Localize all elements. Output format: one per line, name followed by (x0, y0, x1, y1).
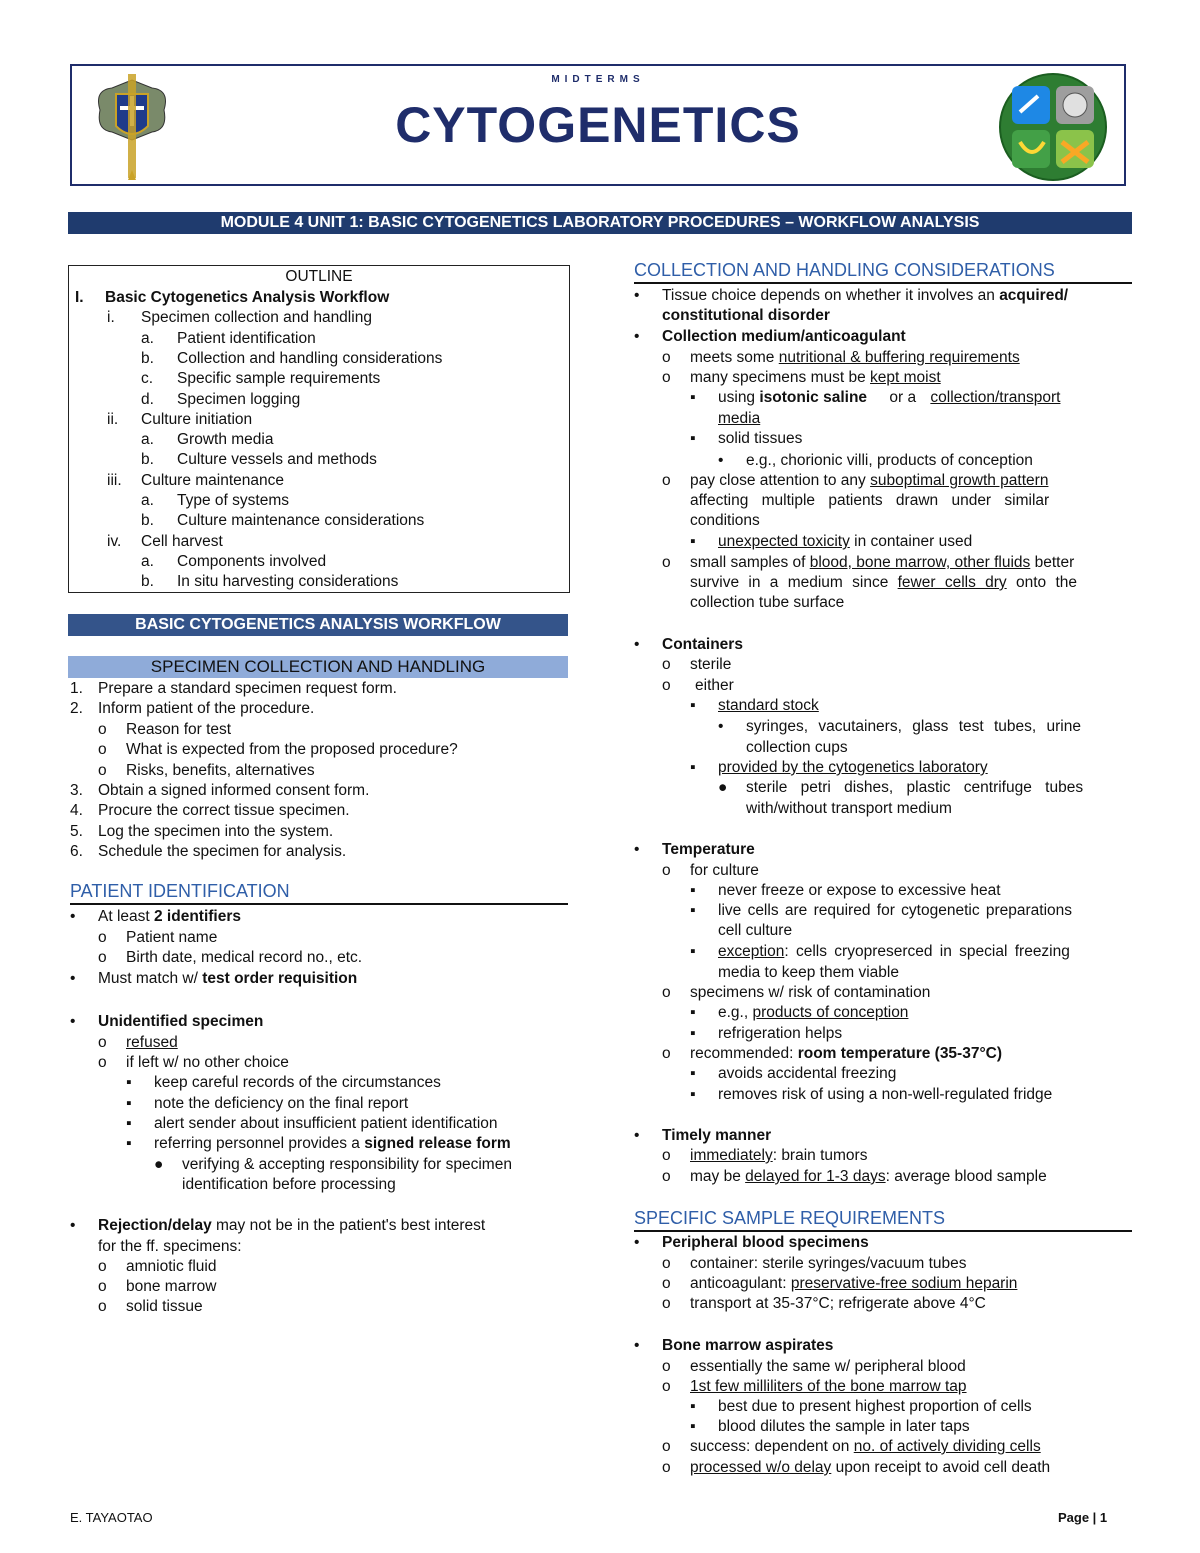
list-item: • e.g., chorionic villi, products of conception (718, 452, 1033, 469)
workflow-step-marker: 1. (70, 680, 83, 697)
workflow-step-label: Reason for test (126, 721, 232, 738)
workflow-step-label: What is expected from the proposed procedure? (126, 741, 458, 758)
footer-author: E. TAYAOTAO (70, 1510, 153, 1525)
list-item: ▪ note the deficiency on the final report (126, 1095, 409, 1112)
list-item: o 1st few milliliters of the bone marrow tap (662, 1378, 967, 1395)
outline-item-label: Type of systems (177, 492, 289, 509)
module-title-bar: MODULE 4 UNIT 1: BASIC CYTOGENETICS LABORATORY PROCEDURES – WORKFLOW ANALYSIS (68, 212, 1132, 234)
list-item: ▪ provided by the cytogenetics laboratory (690, 759, 988, 776)
outline-box (68, 265, 570, 593)
list-item: o essentially the same w/ peripheral blood (662, 1358, 966, 1375)
collection-handling-heading: COLLECTION AND HANDLING CONSIDERATIONS (634, 258, 1132, 284)
outline-item-label: Specimen collection and handling (141, 309, 372, 327)
list-item: o success: dependent on no. of actively dividing cells (662, 1438, 1041, 1455)
list-item-continuation: cell culture (718, 922, 793, 939)
workflow-step (98, 761, 315, 781)
list-item: ▪ refrigeration helps (690, 1025, 843, 1042)
list-item: • At least 2 identifiers (70, 908, 241, 925)
list-item: • Must match w/ test order requisition (70, 970, 358, 987)
outline-item-label: Culture maintenance considerations (177, 512, 425, 530)
list-item: o either (662, 677, 734, 694)
outline-item-label: Specific sample requirements (177, 370, 381, 388)
outline-item-marker: b. (141, 451, 154, 469)
list-item: ▪ keep careful records of the circumstances (126, 1074, 441, 1091)
list-item: ▪ best due to present highest proportion of cells (690, 1398, 1032, 1415)
list-item: o amniotic fluid (98, 1258, 217, 1275)
list-item: ▪ standard stock (690, 697, 819, 714)
list-item: o anticoagulant: preservative-free sodium heparin (662, 1275, 1018, 1292)
specimen-section-bar: SPECIMEN COLLECTION AND HANDLING (68, 656, 568, 678)
list-item: o recommended: room temperature (35-37°C) (662, 1045, 1003, 1062)
workflow-step-label: Risks, benefits, alternatives (126, 762, 315, 779)
workflow-step (70, 842, 346, 862)
outline-item-label: Growth media (177, 431, 274, 449)
outline-heading: OUTLINE (285, 268, 353, 285)
outline-item-label: Components involved (177, 552, 327, 570)
outline-item-label: Specimen logging (177, 390, 301, 408)
list-item: ▪ avoids accidental freezing (690, 1065, 897, 1082)
list-item-continuation: constitutional disorder (662, 307, 830, 324)
header-box (70, 64, 1126, 186)
list-item: o solid tissue (98, 1298, 203, 1315)
list-item: • Containers (634, 636, 743, 653)
workflow-section-bar: BASIC CYTOGENETICS ANALYSIS WORKFLOW (68, 614, 568, 636)
outline-item-marker: b. (141, 512, 154, 530)
list-item-continuation: affecting multiple patients drawn under similar (690, 492, 1050, 509)
list-item: o transport at 35-37°C; refrigerate above 4°C (662, 1295, 986, 1312)
outline-item-marker: a. (141, 552, 154, 570)
list-item: ▪ live cells are required for cytogenetic preparations (690, 902, 1073, 919)
list-item: o if left w/ no other choice (98, 1054, 289, 1071)
list-item: ▪ referring personnel provides a signed release form (126, 1135, 511, 1152)
list-item-continuation: conditions (690, 512, 760, 529)
list-item: • Collection medium/anticoagulant (634, 328, 906, 345)
outline-item-marker: a. (141, 492, 154, 509)
workflow-step-marker: 5. (70, 823, 83, 840)
outline-item-label: Culture initiation (141, 410, 253, 428)
workflow-step-marker: 2. (70, 700, 83, 717)
list-item: o specimens w/ risk of contamination (662, 984, 931, 1001)
list-item: ▪ using isotonic saline or a collection/transport (690, 389, 1061, 406)
list-item: • syringes, vacutainers, glass test tubes, urine (718, 718, 1081, 735)
list-item: • Unidentified specimen (70, 1013, 264, 1030)
specific-sample-heading: SPECIFIC SAMPLE REQUIREMENTS (634, 1206, 1132, 1232)
list-item: o processed w/o delay upon receipt to avoid cell death (662, 1459, 1051, 1476)
outline-item-marker: a. (141, 329, 154, 347)
page-title: CYTOGENETICS (395, 97, 801, 153)
workflow-step-marker: o (98, 762, 107, 779)
outline-item-marker: I. (75, 289, 84, 306)
list-item: o small samples of blood, bone marrow, other fluids better (662, 554, 1075, 571)
workflow-step (70, 679, 397, 699)
list-item: o pay close attention to any suboptimal growth pattern (662, 472, 1049, 489)
outline-item-label: Basic Cytogenetics Analysis Workflow (105, 289, 390, 306)
workflow-step (70, 822, 333, 842)
workflow-step-marker: 6. (70, 843, 83, 860)
outline-item-marker: b. (141, 349, 154, 367)
list-item: o sterile (662, 656, 732, 673)
outline-item-marker: iv. (107, 532, 122, 550)
outline-item-marker: d. (141, 390, 154, 408)
list-item: o immediately: brain tumors (662, 1147, 868, 1164)
list-item: o refused (98, 1034, 178, 1051)
list-item: o Birth date, medical record no., etc. (98, 949, 363, 966)
workflow-step (70, 801, 350, 821)
list-item: o container: sterile syringes/vacuum tubes (662, 1255, 967, 1272)
workflow-step-marker: o (98, 741, 107, 758)
list-item: ▪ blood dilutes the sample in later taps (690, 1418, 970, 1435)
workflow-step-label: Procure the correct tissue specimen. (98, 802, 350, 819)
list-item: o bone marrow (98, 1278, 217, 1295)
list-item: ▪ exception: cells cryopreserced in special freezing (690, 943, 1070, 960)
list-item: ▪ solid tissues (690, 430, 803, 447)
list-item: • Rejection/delay may not be in the patient's best interest (70, 1217, 486, 1234)
workflow-step-label: Inform patient of the procedure. (98, 700, 315, 717)
list-item-continuation: survive in a medium since fewer cells dry onto the (690, 574, 1078, 591)
list-item: • Timely manner (634, 1127, 772, 1144)
list-item-continuation: media to keep them viable (718, 964, 899, 981)
workflow-step-marker: o (98, 721, 107, 738)
outline-item-label: Culture maintenance (141, 471, 285, 489)
list-item: • Peripheral blood specimens (634, 1234, 869, 1251)
outline-item-marker: c. (141, 370, 154, 388)
list-item-continuation: with/without transport medium (746, 800, 952, 817)
list-item-continuation: collection cups (746, 739, 848, 756)
workflow-step (70, 699, 314, 719)
list-item: ● sterile petri dishes, plastic centrifuge tubes (718, 779, 1084, 796)
outline-item-label: In situ harvesting considerations (177, 573, 399, 591)
list-item-continuation: collection tube surface (690, 594, 845, 611)
list-item: ● verifying & accepting responsibility for specimen (154, 1156, 512, 1173)
cytogenetics-circle-logo (998, 72, 1108, 182)
list-item: ▪ unexpected toxicity in container used (690, 533, 973, 550)
workflow-step (98, 720, 231, 740)
list-item-continuation: identification before processing (182, 1176, 396, 1193)
list-item: ▪ e.g., products of conception (690, 1004, 909, 1021)
footer-page-number: Page | 1 (1058, 1510, 1108, 1525)
outline-item-marker: ii. (107, 410, 119, 428)
list-item: • Temperature (634, 841, 755, 858)
list-item: ▪ removes risk of using a non-well-regulated fridge (690, 1086, 1053, 1103)
workflow-step (70, 781, 369, 801)
list-item: o may be delayed for 1-3 days: average blood sample (662, 1168, 1047, 1185)
list-item: o many specimens must be kept moist (662, 369, 941, 386)
workflow-step (98, 740, 458, 760)
list-item: o for culture (662, 862, 759, 879)
outline-item-marker: a. (141, 431, 154, 449)
outline-item-label: Culture vessels and methods (177, 451, 377, 469)
list-item: ▪ alert sender about insufficient patient identification (126, 1115, 498, 1132)
workflow-step-label: Obtain a signed informed consent form. (98, 782, 370, 799)
list-item: o Patient name (98, 929, 218, 946)
outline-item-marker: i. (107, 309, 115, 327)
list-item: • Tissue choice depends on whether it involves an acquired/ (634, 287, 1069, 304)
patient-identification-heading: PATIENT IDENTIFICATION (70, 879, 568, 905)
workflow-step-label: Log the specimen into the system. (98, 823, 334, 840)
workflow-step-label: Prepare a standard specimen request form. (98, 680, 397, 697)
list-item-continuation: media (718, 410, 761, 427)
outline-item-label: Patient identification (177, 329, 316, 347)
workflow-step-marker: 3. (70, 782, 83, 799)
header-subtitle: MIDTERMS (551, 74, 645, 85)
list-item: o meets some nutritional & buffering requirements (662, 349, 1020, 366)
list-item: • Bone marrow aspirates (634, 1337, 834, 1354)
outline-item-marker: iii. (107, 471, 122, 489)
outline-item-marker: b. (141, 573, 154, 591)
outline-item-label: Collection and handling considerations (177, 349, 443, 367)
list-item: ▪ never freeze or expose to excessive heat (690, 882, 1001, 899)
workflow-step-marker: 4. (70, 802, 83, 819)
workflow-step-label: Schedule the specimen for analysis. (98, 843, 347, 860)
list-item-continuation: for the ff. specimens: (98, 1238, 242, 1255)
outline-item-label: Cell harvest (141, 532, 223, 550)
